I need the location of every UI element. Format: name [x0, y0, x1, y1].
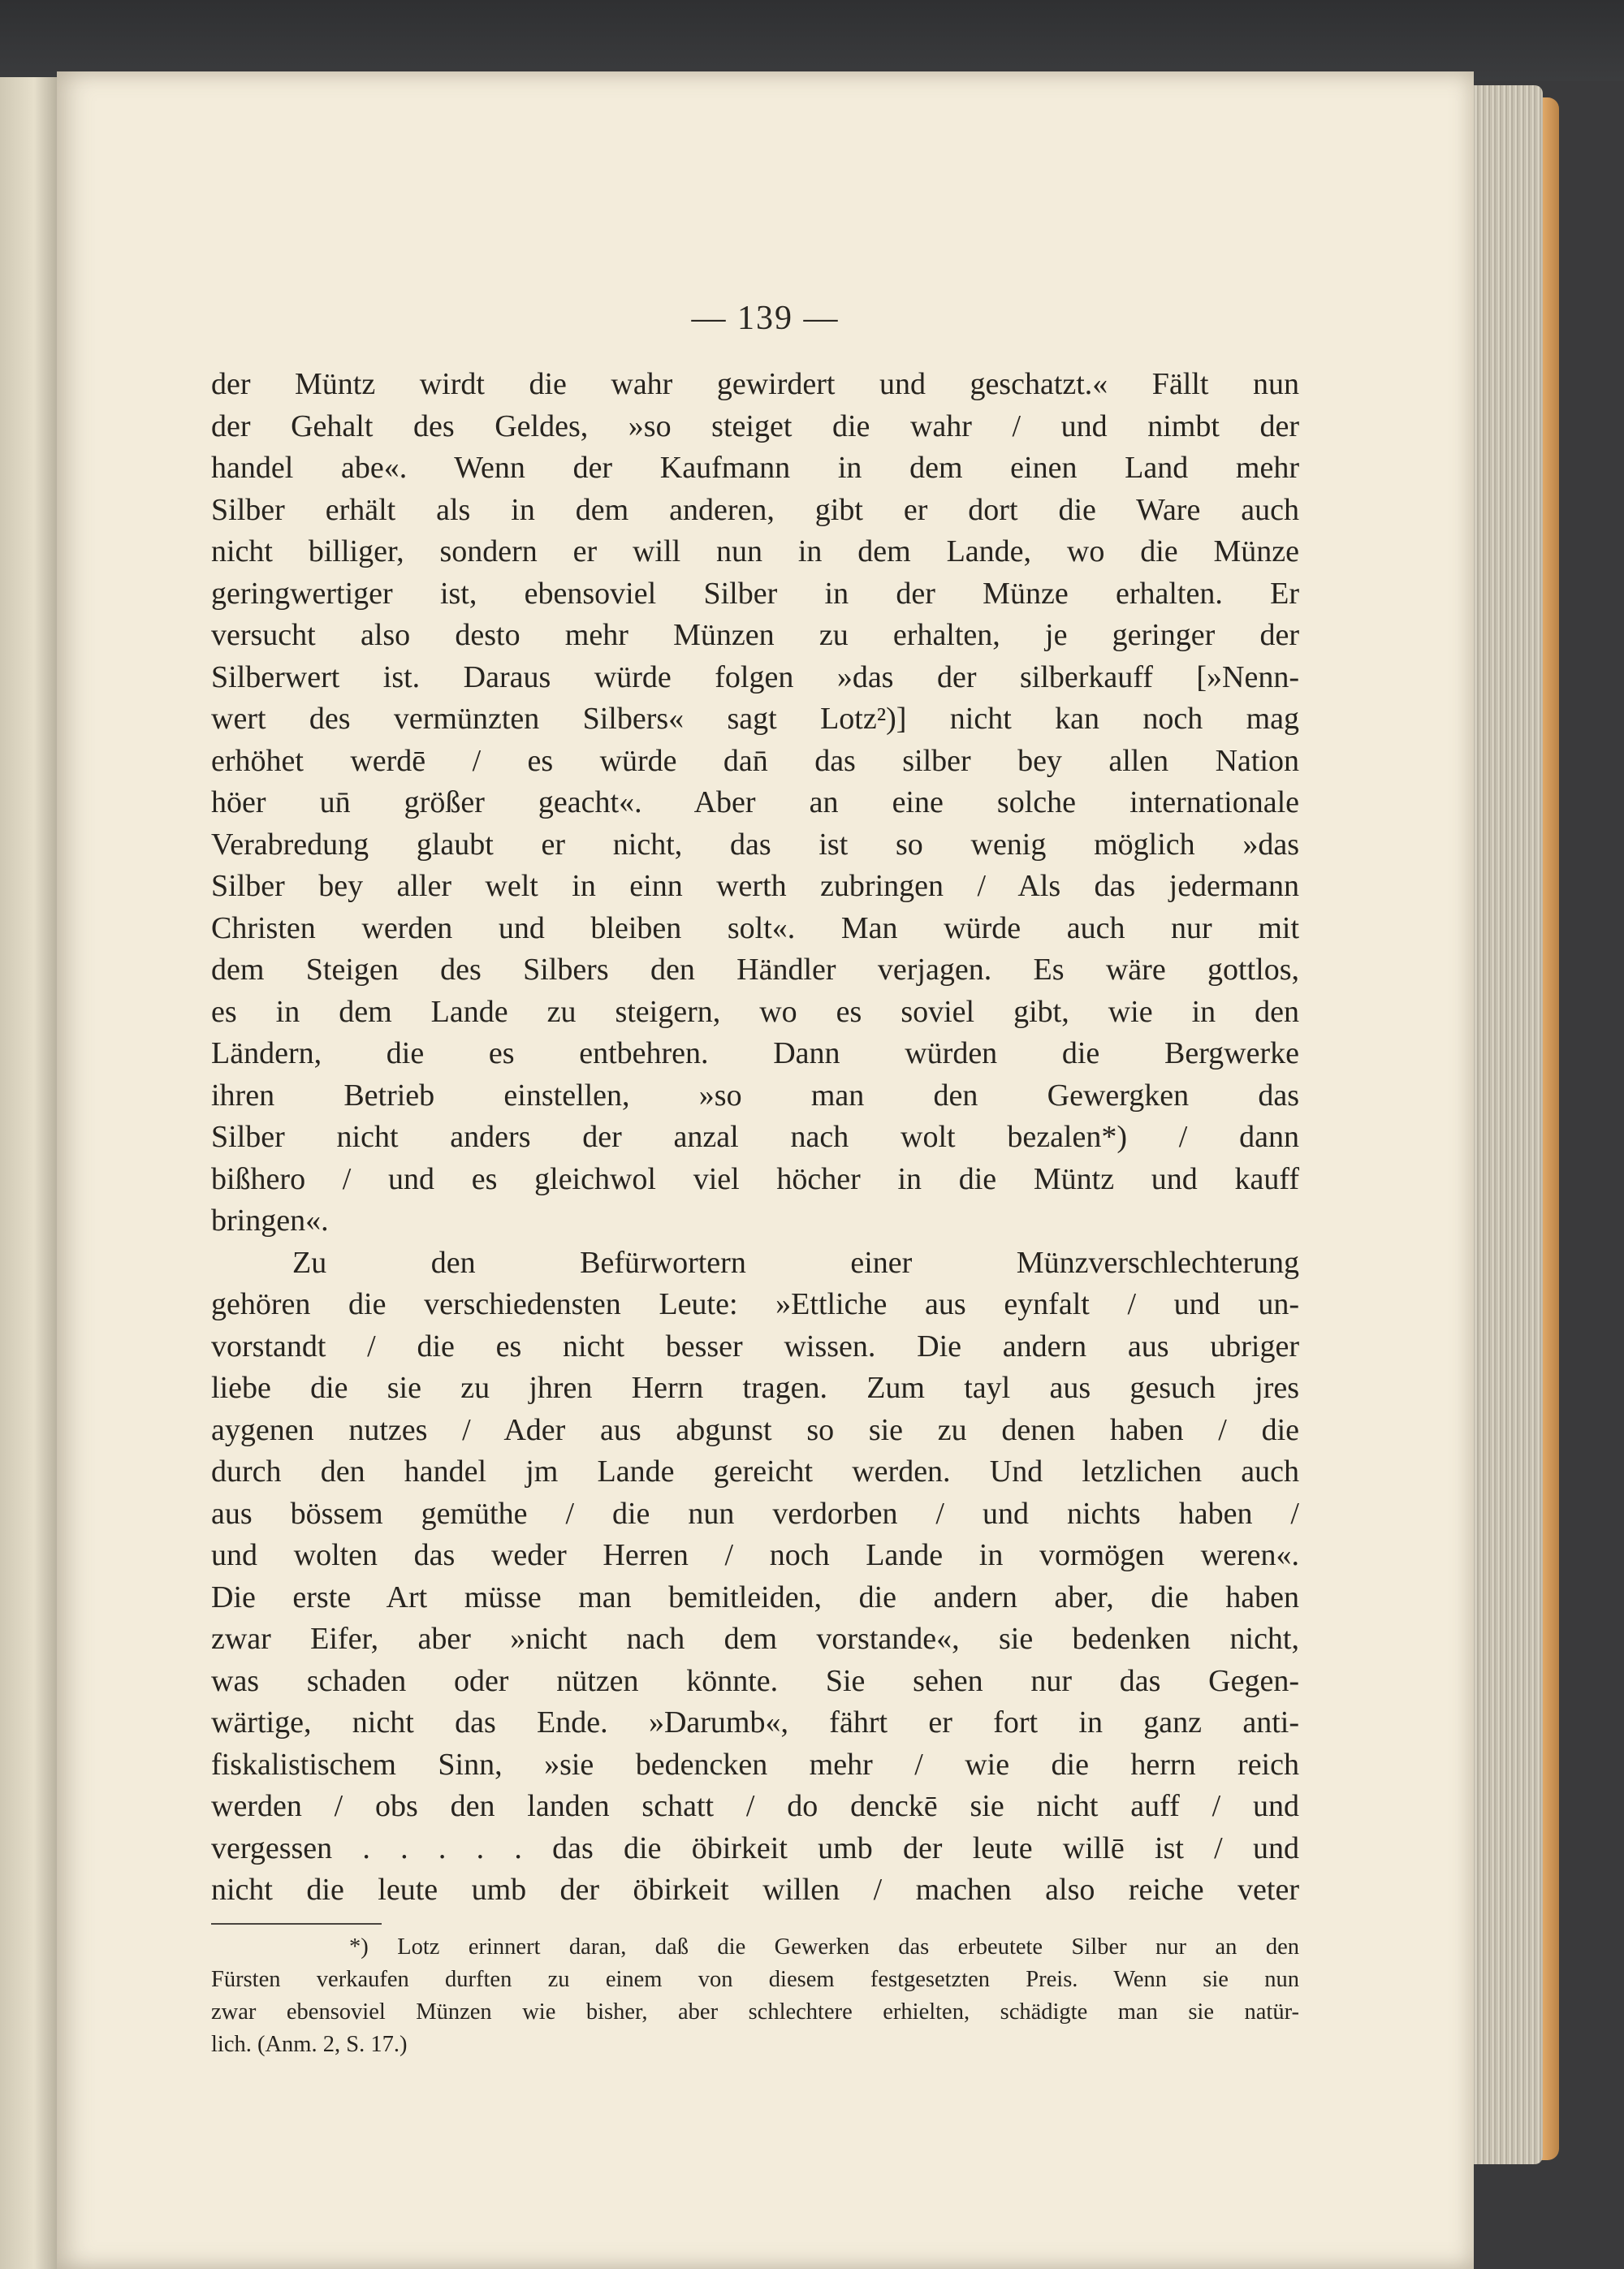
- text-line: der Gehalt des Geldes, »so steiget die wahr / und nimbt der: [211, 408, 1299, 443]
- text-line: durch den handel jm Lande gereicht werden. Und letzlichen auch: [211, 1454, 1299, 1489]
- book-page: [57, 71, 1474, 2269]
- text-line: handel abe«. Wenn der Kaufmann in dem einen Land mehr: [211, 451, 1299, 485]
- footnote: [211, 1931, 1299, 2061]
- text-line: Silber nicht anders der anzal nach wolt bezalen*) / dann: [211, 1120, 1299, 1154]
- text-line: Silber erhält als in dem anderen, gibt er dort die Ware auch: [211, 492, 1299, 527]
- text-line: bringen«.: [211, 1204, 329, 1238]
- text-line: Verabredung glaubt er nicht, das ist so wenig möglich »das: [211, 827, 1299, 862]
- text-line: Zu den Befürwortern einer Münzverschlechterung: [292, 1245, 1299, 1280]
- text-line: gehören die verschiedensten Leute: »Ettliche aus eynfalt / und un-: [211, 1287, 1299, 1321]
- text-line: nicht die leute umb der öbirkeit willen / machen also reiche veter: [211, 1873, 1299, 1907]
- text-line: fiskalistischem Sinn, »sie bedencken mehr / wie die herrn reich: [211, 1747, 1299, 1782]
- text-line: nicht billiger, sondern er will nun in dem Lande, wo die Münze: [211, 534, 1299, 568]
- text-line: Silber bey aller welt in einn werth zubringen / Als das jedermann: [211, 869, 1299, 903]
- text-line: geringwertiger ist, ebensoviel Silber in der Münze erhalten. Er: [211, 576, 1299, 611]
- text-line: vergessen . . . . . das die öbirkeit umb der leute willē ist / und: [211, 1830, 1299, 1865]
- facing-page-edge: [0, 77, 59, 2269]
- text-line: bißhero / und es gleichwol viel höcher in die Müntz und kauff: [211, 1161, 1299, 1196]
- scan-background: [0, 0, 1624, 81]
- footnote-line: *) Lotz erinnert daran, daß die Gewerken das erbeutete Silber nur an den: [349, 1934, 1299, 1960]
- text-line: werden / obs den landen schatt / do denckē sie nicht auff / und: [211, 1789, 1299, 1823]
- text-line: Silberwert ist. Daraus würde folgen »das der silberkauff [»Nenn-: [211, 659, 1299, 694]
- text-line: liebe die sie zu jhren Herrn tragen. Zum tayl aus gesuch jres: [211, 1371, 1299, 1405]
- text-line: wärtige, nicht das Ende. »Darumb«, fährt er fort in ganz anti-: [211, 1705, 1299, 1740]
- text-line: erhöhet werdē / es würde dan̄ das silber bey allen Nation: [211, 743, 1299, 778]
- text-line: und wolten das weder Herren / noch Lande in vormögen weren«.: [211, 1538, 1299, 1572]
- text-line: ihren Betrieb einstellen, »so man den Gewergken das: [211, 1078, 1299, 1113]
- text-line: Die erste Art müsse man bemitleiden, die andern aber, die haben: [211, 1580, 1299, 1614]
- text-line: aygenen nutzes / Ader aus abgunst so sie zu denen haben / die: [211, 1412, 1299, 1447]
- text-line: versucht also desto mehr Münzen zu erhalten, je geringer der: [211, 618, 1299, 652]
- text-line: dem Steigen des Silbers den Händler verjagen. Es wäre gottlos,: [211, 953, 1299, 987]
- footnote-line: lich. (Anm. 2, S. 17.): [211, 2032, 408, 2057]
- text-line: Ländern, die es entbehren. Dann würden die Bergwerke: [211, 1036, 1299, 1070]
- text-line: aus bössem gemüthe / die nun verdorben / und nichts haben /: [211, 1496, 1299, 1531]
- footnote-divider: [211, 1923, 382, 1925]
- text-line: vorstandt / die es nicht besser wissen. Die andern aus ubriger: [211, 1329, 1299, 1364]
- text-line: der Müntz wirdt die wahr gewirdert und geschatzt.« Fällt nun: [211, 367, 1299, 401]
- text-line: es in dem Lande zu steigern, wo es soviel gibt, wie in den: [211, 994, 1299, 1029]
- text-line: höer un̄ größer geacht«. Aber an eine solche internationale: [211, 785, 1299, 819]
- page-number: — 139 —: [691, 300, 840, 337]
- text-line: zwar Eifer, aber »nicht nach dem vorstande«, sie bedenken nicht,: [211, 1622, 1299, 1656]
- footnote-line: zwar ebensoviel Münzen wie bisher, aber schlechtere erhielten, schädigte man sie natür-: [211, 1999, 1299, 2025]
- footnote-line: Fürsten verkaufen durften zu einem von diesem festgesetzten Preis. Wenn sie nun: [211, 1967, 1299, 1992]
- text-line: Christen werden und bleiben solt«. Man würde auch nur mit: [211, 910, 1299, 945]
- text-line: wert des vermünzten Silbers« sagt Lotz²)] nicht kan noch mag: [211, 702, 1299, 736]
- body-text: [211, 364, 1299, 1912]
- text-line: was schaden oder nützen könnte. Sie sehen nur das Gegen-: [211, 1663, 1299, 1698]
